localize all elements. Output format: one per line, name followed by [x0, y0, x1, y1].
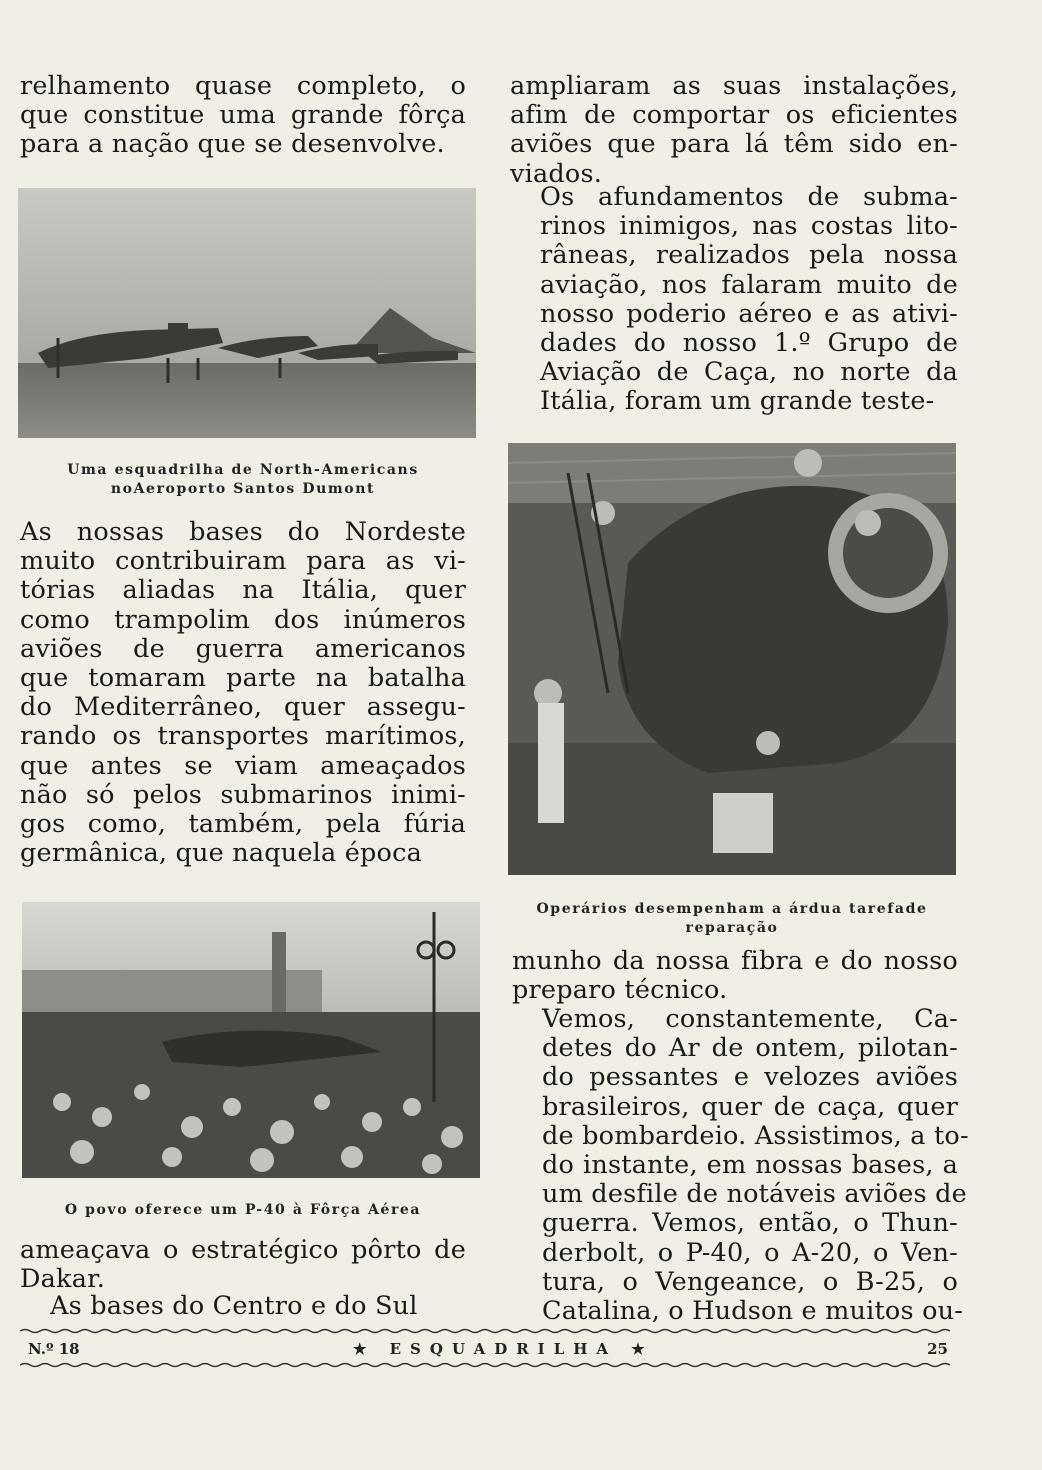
- page-footer: [28, 1340, 948, 1358]
- text-line: de bombardeio. Assistimos, a to-: [542, 1120, 969, 1151]
- text-line: dades do nosso 1.º Grupo de: [540, 328, 958, 359]
- text-line: Dakar.: [20, 1264, 105, 1295]
- photo-caption-p40: [20, 1201, 466, 1220]
- right-paragraph-4: [512, 1004, 969, 1327]
- right-paragraph-3: [512, 947, 958, 1005]
- text-line: viados.: [510, 158, 603, 189]
- text-line: Catalina, o Hudson e muitos ou-: [542, 1296, 964, 1327]
- left-paragraph-bottom: [20, 1236, 466, 1294]
- text-line: aviões de guerra americanos: [20, 633, 466, 664]
- right-paragraph-2: [510, 183, 958, 417]
- text-line: ampliaram as suas instalações,: [510, 71, 958, 101]
- text-line: aviação, nos falaram muito de: [540, 269, 958, 300]
- photo-caption-p40-text: O povo oferece um P-40 à Fôrça Aérea: [64, 1202, 422, 1218]
- text-line: que tomaram parte na batalha: [20, 663, 466, 694]
- text-line: guerra. Vemos, então, o Thun-: [542, 1208, 958, 1239]
- text-line: Aviação de Caça, no norte da: [540, 357, 958, 388]
- text-line: germânica, que naquela época: [20, 838, 422, 869]
- text-line: munho da nossa fibra e do nosso: [512, 946, 958, 976]
- text-line: de reparação: [685, 901, 928, 936]
- text-line: um desfile de notáveis aviões de: [542, 1179, 967, 1210]
- text-line: As nossas bases do Nordeste: [20, 517, 466, 547]
- text-line: preparo técnico.: [512, 975, 728, 1006]
- magazine-title: ★ ESQUADRILHA ★: [352, 1340, 654, 1358]
- text-line: tura, o Vengeance, o B-25, o: [542, 1266, 958, 1297]
- text-line: não só pelos submarinos inimi-: [20, 779, 466, 810]
- photo-workers-repair: [508, 443, 956, 875]
- text-line: que constitue uma grande fôrça: [20, 100, 466, 131]
- text-line: rando os transportes marítimos,: [20, 721, 466, 752]
- right-paragraph-top: [510, 72, 958, 189]
- text-line: Os afundamentos de subma-: [540, 182, 958, 212]
- issue-number: N.º 18: [28, 1340, 80, 1358]
- left-paragraph-top: [20, 72, 466, 160]
- text-line: nosso poderio aéreo e as ativi-: [540, 298, 958, 329]
- text-line: ameaçava o estratégico pôrto de: [20, 1235, 466, 1265]
- text-line: que antes se viam ameaçados: [20, 750, 466, 781]
- text-line: Uma esquadrilha de North-Americans no: [67, 462, 419, 497]
- photo-north-americans-squadron: [18, 188, 476, 438]
- text-line: afim de comportar os eficientes: [510, 100, 958, 131]
- page-number: 25: [927, 1340, 948, 1358]
- text-line: râneas, realizados pela nossa: [540, 240, 958, 271]
- text-line: Itália, foram um grande teste-: [540, 386, 935, 417]
- text-line: As bases do Centro e do Sul: [50, 1291, 418, 1321]
- text-line: derbolt, o P-40, o A-20, o Ven-: [542, 1237, 958, 1268]
- photo-caption-squadron: [20, 461, 466, 499]
- text-line: Vemos, constantemente, Ca-: [542, 1004, 958, 1034]
- left-paragraph-last: [20, 1292, 466, 1321]
- text-line: rinos inimigos, nas costas lito-: [540, 211, 958, 242]
- text-line: do Mediterrâneo, quer assegu-: [20, 692, 466, 723]
- footer-bottom-wavy-rule: [20, 1362, 955, 1368]
- photo-people-offer-p40: [22, 902, 480, 1178]
- text-line: como trampolim dos inúmeros: [20, 604, 466, 635]
- text-line: aviões que para lá têm sido en-: [510, 129, 958, 160]
- text-line: brasileiros, quer de caça, quer: [542, 1091, 958, 1122]
- text-line: gos como, também, pela fúria: [20, 809, 466, 840]
- footer-top-wavy-rule: [20, 1328, 955, 1334]
- text-line: para a nação que se desenvolve.: [20, 129, 445, 160]
- text-line: do instante, em nossas bases, a: [542, 1150, 958, 1181]
- text-line: do pessantes e velozes aviões: [542, 1062, 958, 1093]
- text-line: muito contribuiram para as vi-: [20, 546, 466, 577]
- photo-caption-workers: [508, 900, 956, 938]
- text-line: relhamento quase completo, o: [20, 71, 466, 101]
- text-line: detes do Ar de ontem, pilotan-: [542, 1033, 958, 1064]
- text-line: tórias aliadas na Itália, quer: [20, 575, 466, 606]
- text-line: Operários desempenham a árdua tarefa: [536, 901, 906, 917]
- text-line: Aeroporto Santos Dumont: [133, 481, 376, 497]
- left-paragraph-middle: [20, 518, 466, 868]
